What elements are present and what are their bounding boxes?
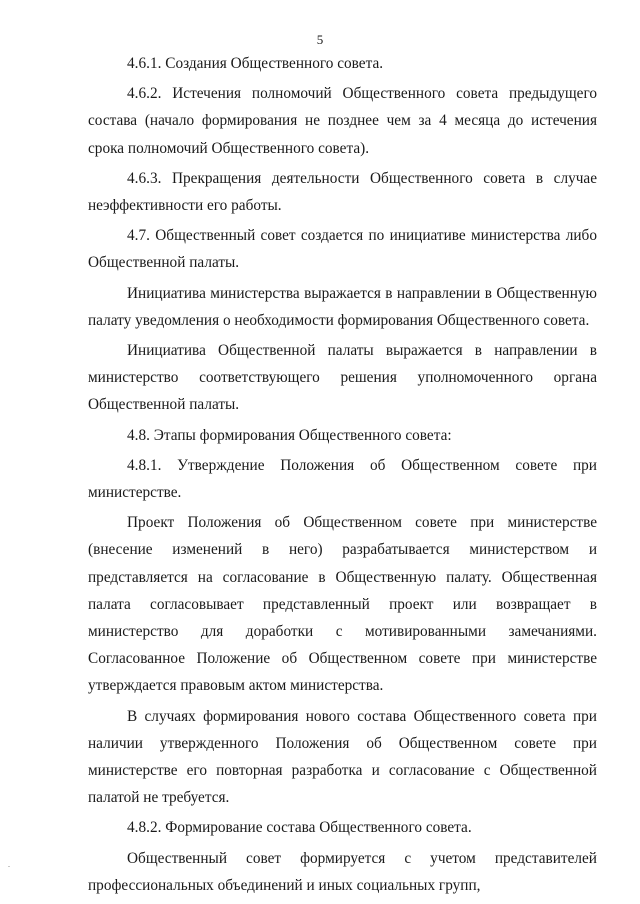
paragraph-4-8-1: 4.8.1. Утверждение Положения об Общественном совете при министерстве. xyxy=(88,456,597,502)
paragraph-ministry-initiative: Инициатива министерства выражается в направлении в Общественную палату уведомления о необходимости формирования Общественного совета. xyxy=(88,284,597,329)
paragraph-4-7: 4.7. Общественный совет создается по инициативе министерства либо Общественной палаты. xyxy=(88,227,597,272)
paragraph-council-formation: Общественный совет формируется с учетом представителей профессиональных объединений и иных социальных групп, xyxy=(88,849,597,894)
paragraph-chamber-initiative: Инициатива Общественной палаты выражается в направлении в министерство соответствующего решения уполномоченного органа Общественной палаты. xyxy=(88,342,597,414)
document-body xyxy=(88,50,597,902)
paragraph-4-8-2: 4.8.2. Формирование состава Общественного совета. xyxy=(127,819,472,837)
paragraph-4-6-3: 4.6.3. Прекращения деятельности Общественного совета в случае неэффективности его работы. xyxy=(88,169,597,215)
paragraph-new-composition: В случаях формирования нового состава Общественного совета при наличии утвержденного Положения об Общественном совете при министерстве его повторная разработка и согласование с Общественной палатой не требуется. xyxy=(88,707,597,807)
page-number: 5 xyxy=(316,32,324,47)
scan-mark xyxy=(8,866,10,867)
paragraph-draft-regulation: Проект Положения об Общественном совете при министерстве (внесение изменений в него) разрабатывается министерством и представляется на согласование в Общественную палату. Общественная палата согласовывает представленный проект или возвращает в министерство для доработки с мотивированными замечаниями. Согласованное Положение об Общественном совете при министерстве утверждается правовым актом министерства. xyxy=(88,514,597,695)
paragraph-4-6-2: 4.6.2. Истечения полномочий Общественного совета предыдущего состава (начало формирования не позднее чем за 4 месяца до истечения срока полномочий Общественного совета). xyxy=(88,85,597,157)
paragraph-4-6-1: 4.6.1. Создания Общественного совета. xyxy=(127,55,384,72)
paragraph-4-8: 4.8. Этапы формирования Общественного совета: xyxy=(127,426,452,444)
